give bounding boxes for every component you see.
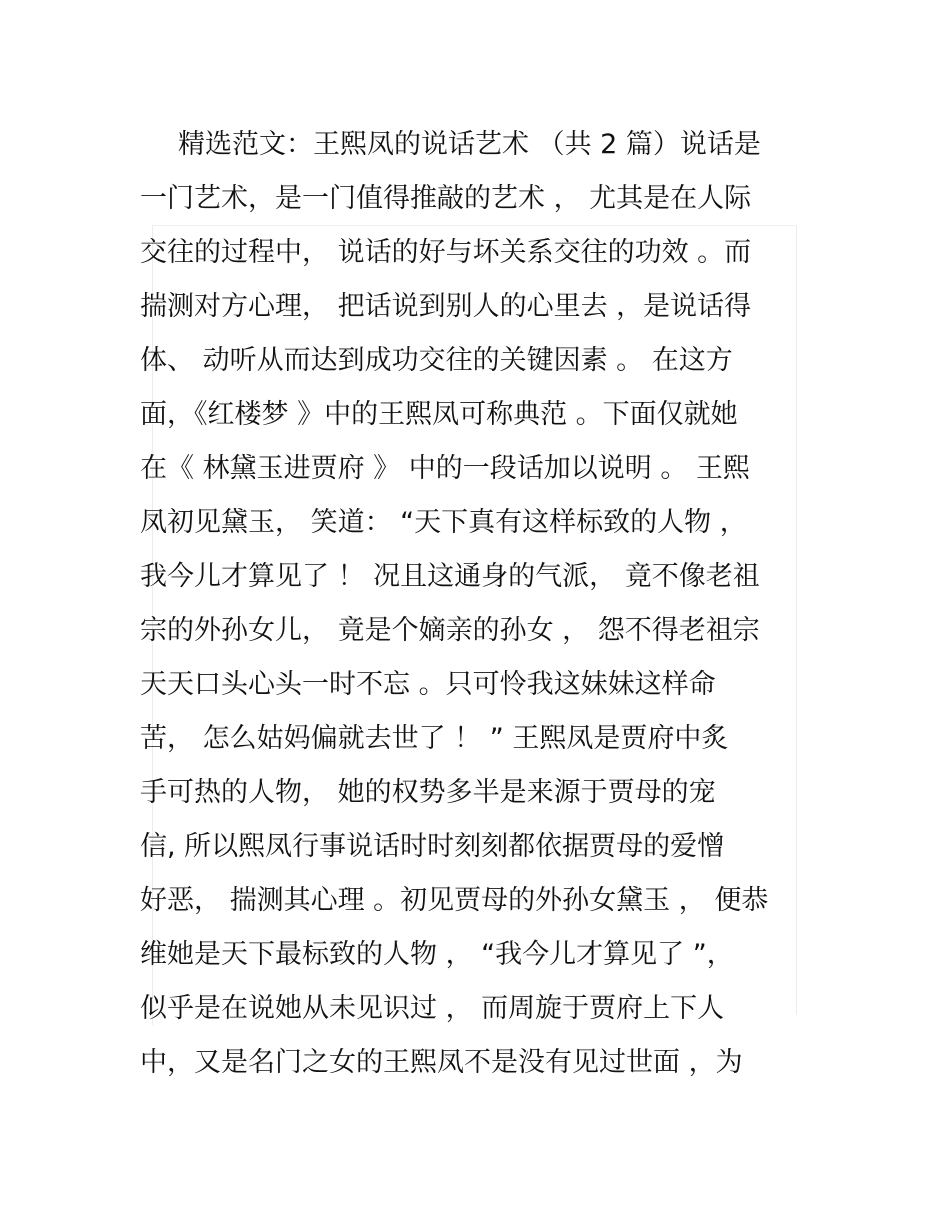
text-line: 宗的外孙女儿， 竟是个嫡亲的孙女 ， 怨不得老祖宗 <box>140 615 760 646</box>
text-line: 交往的过程中， 说话的好与坏关系交往的功效 。而 <box>140 237 752 268</box>
text-line: 一门艺术，是一门值得推敲的艺术 ， 尤其是在人际 <box>140 183 752 214</box>
text-line: 面，《红楼梦 》中的王熙凤可称典范 。下面仅就她 <box>140 399 738 430</box>
text-line: 中，又是名门之女的王熙凤不是没有见过世面 ，为 <box>140 1047 743 1078</box>
text-line: 天天口头心头一时不忘 。只可怜我这妹妹这样命 <box>140 669 716 700</box>
text-line: 精选范文：王熙凤的说话艺术 （共 2 篇）说话是 <box>178 129 761 160</box>
text-line: 似乎是在说她从未见识过 ， 而周旋于贾府上下人 <box>140 993 725 1024</box>
text-line: 手可热的人物， 她的权势多半是来源于贾母的宠 <box>140 777 716 808</box>
text-line: 好恶， 揣测其心理 。初见贾母的外孙女黛玉 ， 便恭 <box>140 885 769 916</box>
text-line: 我今儿才算见了 ！ 况且这通身的气派， 竟不像老祖 <box>140 561 760 592</box>
text-line: 揣测对方心理， 把话说到别人的心里去 ，是说话得 <box>140 291 752 322</box>
text-line: 体、 动听从而达到成功交往的关键因素 。 在这方 <box>140 345 733 376</box>
body-text <box>140 118 810 1090</box>
text-line: 维她是天下最标致的人物 ， “我今儿才算见了 ”， <box>140 939 734 970</box>
text-line: 信, 所以熙凤行事说话时时刻刻都依据贾母的爱憎 <box>140 831 725 862</box>
text-line: 凤初见黛玉， 笑道： “天下真有这样标致的人物 ， <box>140 507 747 538</box>
text-line: 苦， 怎么姑妈偏就去世了 ！ ” 王熙凤是贾府中炙 <box>140 723 729 754</box>
text-line: 在《 林黛玉进贾府 》 中的一段话加以说明 。 王熙 <box>140 453 750 484</box>
